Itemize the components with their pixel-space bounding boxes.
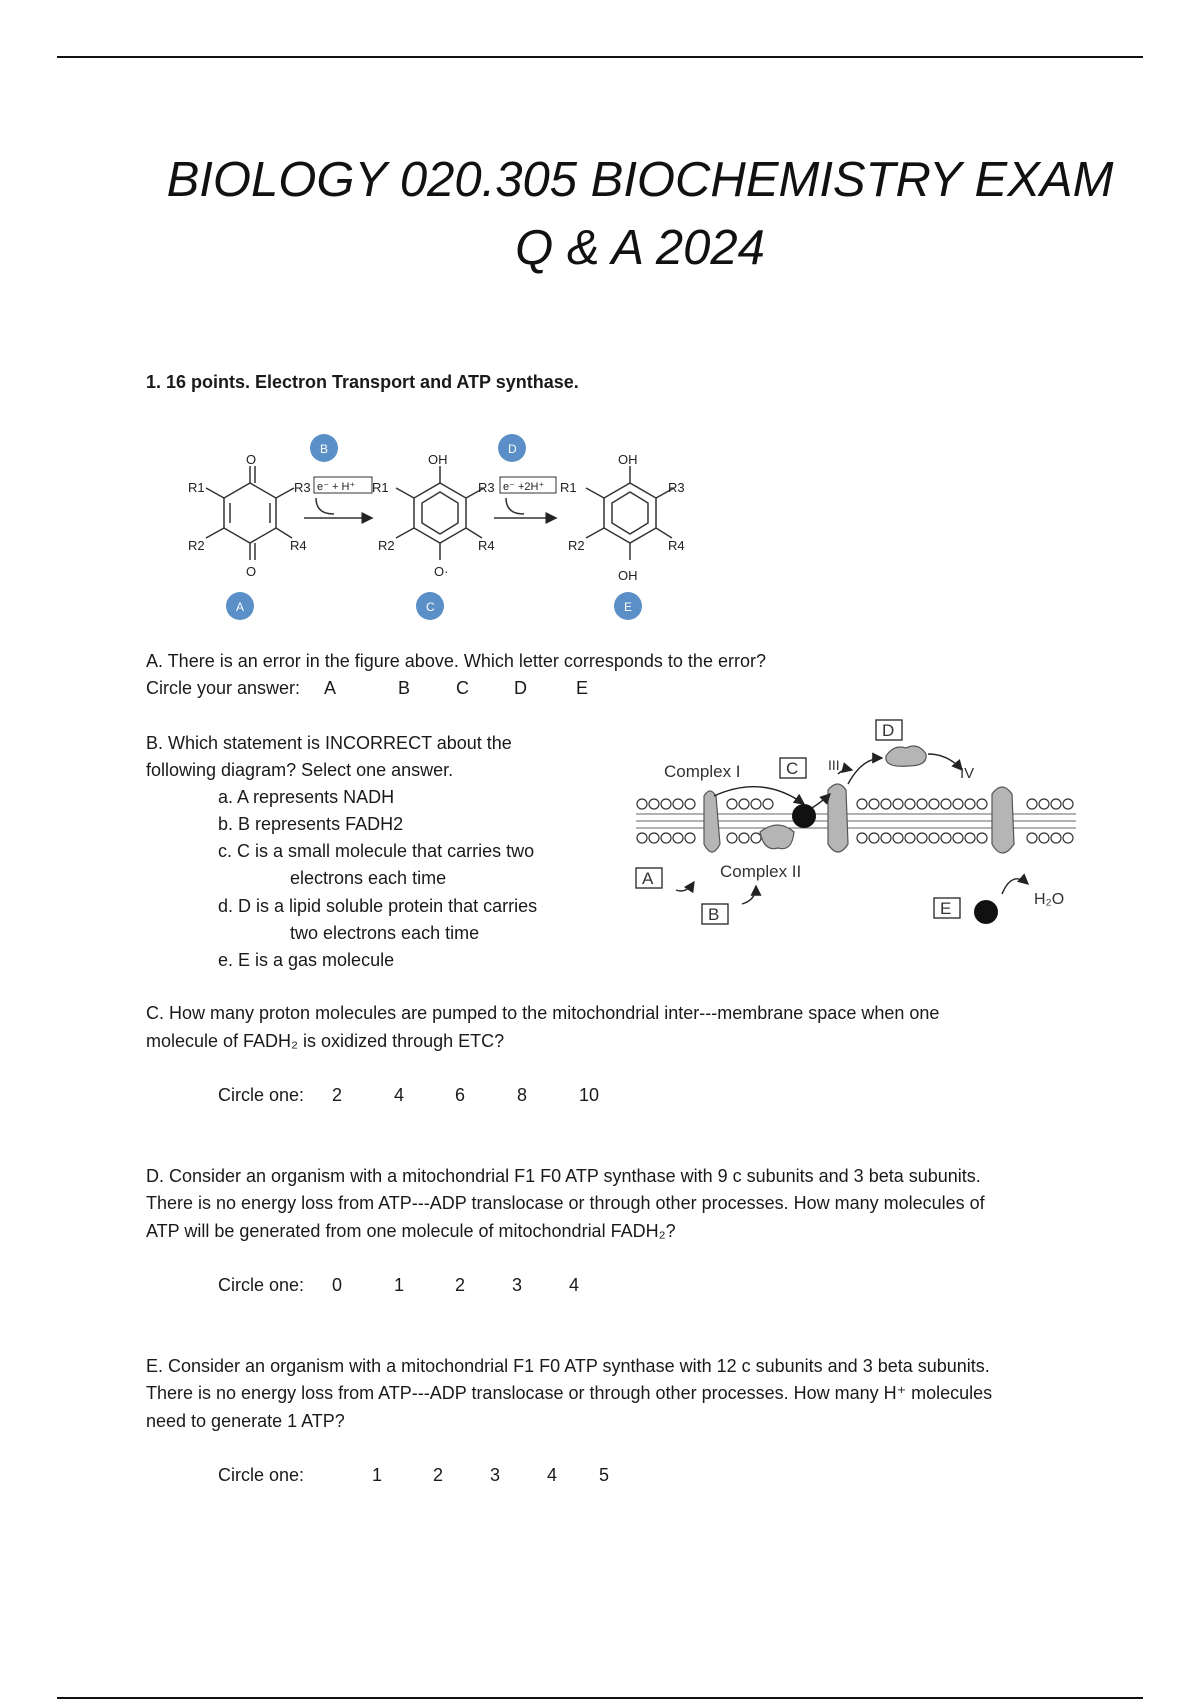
box-d-label: D	[882, 721, 895, 740]
box-b-label: B	[708, 905, 720, 924]
part-d-option-2[interactable]: 2	[455, 1275, 466, 1295]
part-d-line1: D. Consider an organism with a mitochondrial F1 F0 ATP synthase with 9 c subunits and 3 beta subunits.	[146, 1166, 981, 1186]
r3-e: R3	[668, 480, 685, 495]
box-a-label: A	[642, 869, 654, 888]
part-d-option-3[interactable]: 3	[512, 1275, 523, 1295]
question-1-heading: 1. 16 points. Electron Transport and ATP synthase.	[146, 372, 579, 392]
part-e-line3: need to generate 1 ATP?	[146, 1411, 345, 1431]
r1-c: R1	[372, 480, 389, 495]
etc-membrane-diagram	[632, 714, 1092, 934]
complex-4-label: IV	[960, 765, 975, 782]
complex-2-label: Complex II	[720, 862, 802, 881]
r2-c: R2	[378, 538, 395, 553]
step2-label: e⁻ +2H⁺	[503, 481, 545, 493]
label-e: E	[624, 600, 633, 614]
title-line-1: BIOLOGY 020.305 BIOCHEMISTRY EXAM	[166, 153, 1114, 207]
label-a: A	[236, 600, 245, 614]
o-bottom-a: O	[246, 564, 257, 579]
part-c-option-8[interactable]: 8	[517, 1085, 528, 1105]
part-b-option-e[interactable]: e. E is a gas molecule	[218, 950, 395, 970]
oh-top-e: OH	[618, 452, 638, 467]
part-a-option-a[interactable]: A	[324, 678, 337, 698]
part-d-option-4[interactable]: 4	[569, 1275, 580, 1295]
part-a-question: A. There is an error in the figure above. Which letter corresponds to the error?	[146, 651, 766, 671]
step1-label: e⁻ + H⁺	[317, 481, 356, 493]
part-e-option-5[interactable]: 5	[599, 1465, 610, 1485]
part-d-line3: ATP will be generated from one molecule of mitochondrial FADH₂?	[146, 1221, 676, 1241]
complex-1-shape	[704, 791, 720, 852]
part-e-line1: E. Consider an organism with a mitochondrial F1 F0 ATP synthase with 12 c subunits and 3 beta subunits.	[146, 1356, 990, 1376]
part-a-option-d[interactable]: D	[514, 678, 527, 698]
water-label: H₂O	[1034, 891, 1065, 908]
complex-3-label: III	[828, 757, 840, 773]
part-e-option-2[interactable]: 2	[433, 1465, 444, 1485]
label-d: D	[508, 442, 517, 456]
r1-e: R1	[560, 480, 577, 495]
complex-1-label: Complex I	[664, 762, 741, 781]
part-b-option-a[interactable]: a. A represents NADH	[218, 787, 395, 807]
part-b-option-d-cont: two electrons each time	[290, 923, 480, 943]
part-a-circle-label: Circle your answer:	[146, 678, 301, 698]
r1-a: R1	[188, 480, 205, 495]
oxygen-dot	[974, 900, 998, 924]
r3-a: R3	[294, 480, 311, 495]
part-c-line2: molecule of FADH₂ is oxidized through ETC?	[146, 1031, 505, 1051]
o-radical-c: O·	[434, 564, 449, 579]
label-c: C	[426, 600, 435, 614]
part-d-option-1[interactable]: 1	[394, 1275, 405, 1295]
part-c-answer-row	[218, 1082, 599, 1109]
part-e-circle-label: Circle one:	[218, 1465, 305, 1485]
part-e-option-1[interactable]: 1	[372, 1465, 383, 1485]
part-a-option-b[interactable]: B	[398, 678, 411, 698]
part-b-option-c[interactable]: c. C is a small molecule that carries two	[218, 841, 535, 861]
title-line-2: Q & A 2024	[515, 221, 765, 275]
part-e-option-4[interactable]: 4	[547, 1465, 558, 1485]
r4-e: R4	[668, 538, 685, 553]
part-b-option-c-cont: electrons each time	[290, 868, 447, 888]
oh-top-c: OH	[428, 452, 448, 467]
part-e-line2: There is no energy loss from ATP---ADP translocase or through other processes. How many H⁺ molecules	[146, 1383, 993, 1403]
part-c-option-2[interactable]: 2	[332, 1085, 343, 1105]
part-a-option-c[interactable]: C	[456, 678, 469, 698]
complex-2-shape	[760, 825, 794, 849]
part-b-option-d[interactable]: d. D is a lipid soluble protein that carries	[218, 896, 538, 916]
part-b-option-b[interactable]: b. B represents FADH2	[218, 814, 404, 834]
quinone-reduction-figure	[182, 426, 692, 626]
part-d-option-0[interactable]: 0	[332, 1275, 343, 1295]
top-rule	[57, 56, 1143, 58]
part-c-circle-label: Circle one:	[218, 1085, 305, 1105]
part-b-question-line1: B. Which statement is INCORRECT about the	[146, 733, 512, 753]
part-c-option-4[interactable]: 4	[394, 1085, 405, 1105]
o-top-a: O	[246, 452, 257, 467]
part-b-question-line2: following diagram? Select one answer.	[146, 760, 454, 780]
complex-4-shape	[992, 787, 1014, 853]
part-d-circle-label: Circle one:	[218, 1275, 305, 1295]
part-c-option-6[interactable]: 6	[455, 1085, 466, 1105]
r4-c: R4	[478, 538, 495, 553]
part-e-answer-row	[218, 1462, 609, 1489]
part-c-option-10[interactable]: 10	[579, 1085, 600, 1105]
part-d-line2: There is no energy loss from ATP---ADP translocase or through other processes. How many molecules of	[146, 1193, 985, 1213]
r4-a: R4	[290, 538, 307, 553]
cytochrome-c-shape	[886, 746, 926, 766]
bottom-rule	[57, 1697, 1143, 1699]
part-a-option-e[interactable]: E	[576, 678, 589, 698]
complex-3-shape	[828, 784, 848, 852]
oh-bottom-e: OH	[618, 568, 638, 583]
part-c-line1: C. How many proton molecules are pumped to the mitochondrial inter---membrane space when one	[146, 1003, 940, 1023]
box-c-label: C	[786, 759, 799, 778]
box-e-label: E	[940, 899, 952, 918]
r3-c: R3	[478, 480, 495, 495]
part-e-option-3[interactable]: 3	[490, 1465, 501, 1485]
part-d-answer-row	[218, 1272, 579, 1299]
r2-e: R2	[568, 538, 585, 553]
part-a-answer-row	[146, 675, 588, 702]
label-b: B	[320, 442, 329, 456]
r2-a: R2	[188, 538, 205, 553]
